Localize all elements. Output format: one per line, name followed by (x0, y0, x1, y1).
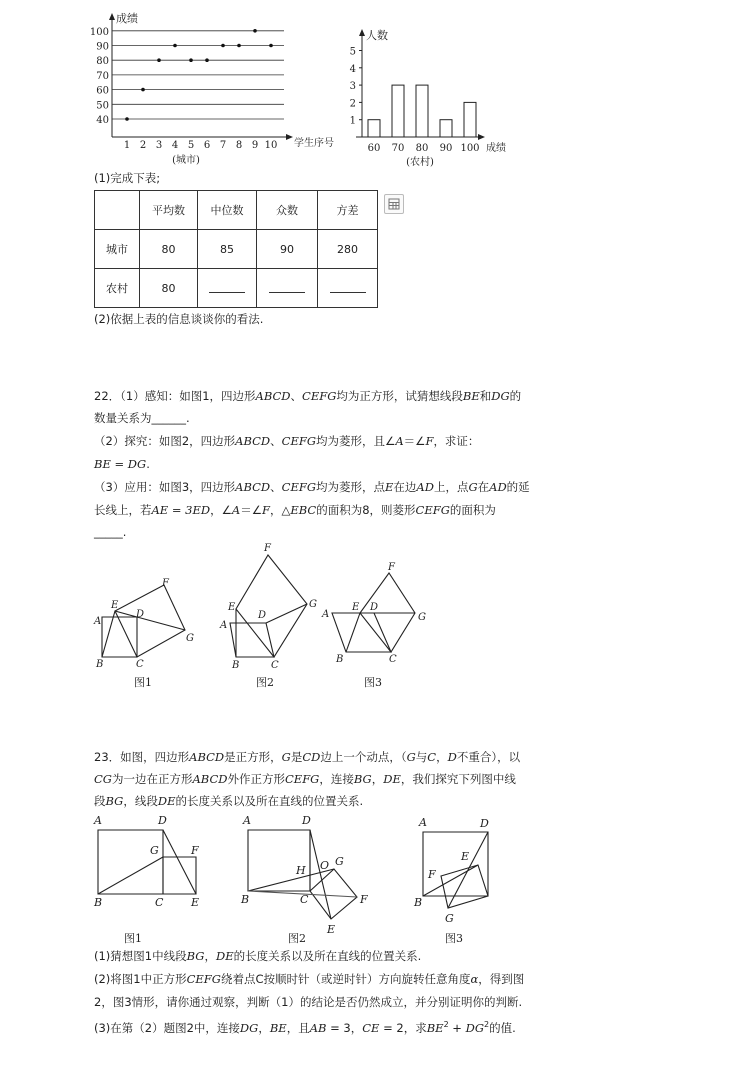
bar (368, 120, 380, 137)
q22-fig2-caption: 图2 (256, 676, 274, 689)
q23-part2-line1: (2)将图1中正方形CEFG绕着点C按顺时针（或逆时针）方向旋转任意角度α，得到图 (94, 972, 525, 986)
village-bar-chart (336, 24, 516, 168)
svg-text:G: G (335, 855, 344, 868)
data-point (141, 88, 145, 92)
svg-text:E: E (352, 602, 360, 613)
answer-blank (198, 269, 257, 308)
q23-figure-2 (240, 814, 368, 945)
svg-text:G: G (445, 912, 454, 925)
y-tick-label: 2 (349, 98, 356, 110)
table-tool-icon[interactable] (384, 194, 404, 214)
table-cell: 城市 (95, 230, 140, 269)
svg-text:E: E (111, 600, 119, 611)
chart-caption: (城市) (172, 155, 200, 166)
svg-text:F: F (360, 893, 368, 906)
q22-fig3-caption: 图3 (364, 676, 382, 689)
x-tick-label: 4 (171, 140, 179, 151)
svg-text:E: E (461, 850, 470, 863)
q23-line1: 23．如图，四边形ABCD是正方形，G是CD边上一个动点，（G与C，D不重合），以 (94, 750, 521, 764)
x-axis-arrow (478, 134, 485, 140)
chart-caption: (农村) (406, 157, 434, 168)
svg-text:C: C (155, 896, 164, 909)
svg-text:A: A (243, 814, 251, 827)
q22-line3: （2）探究：如图2，四边形ABCD、CEFG均为菱形，且∠A＝∠F，求证： (94, 434, 480, 448)
svg-text:E: E (327, 923, 336, 936)
y-axis-arrow (359, 29, 365, 36)
y-tick-label: 1 (349, 115, 356, 127)
svg-text:F: F (428, 868, 436, 881)
svg-text:D: D (302, 814, 311, 827)
table-header-cell: 中位数 (198, 191, 257, 230)
q23-line3: 段BG，线段DE的长度关系以及所在直线的位置关系. (94, 794, 364, 808)
svg-text:H: H (296, 864, 306, 877)
q22-line4: BE = DG. (94, 457, 150, 471)
q23-part2-line2: 2，图3情形，请你通过观察，判断（1）的结论是否仍然成立，并分别证明你的判断. (94, 995, 523, 1009)
x-tick-label: 1 (123, 140, 131, 151)
table-cell: 90 (257, 230, 318, 269)
data-point (237, 44, 241, 48)
y-tick-label: 3 (349, 81, 356, 93)
x-tick-label: 90 (439, 143, 453, 154)
table-cell: 80 (140, 269, 198, 308)
q23-fig1-caption: 图1 (124, 932, 142, 945)
svg-text:D: D (480, 817, 489, 830)
q22-line6: 长线上，若AE = 3ED，∠A＝∠F，△EBC的面积为8，则菱形CEFG的面积为 (94, 503, 496, 517)
svg-text:B: B (241, 893, 250, 906)
x-axis-label: 成绩 (486, 143, 506, 154)
svg-text:F: F (264, 543, 271, 554)
table-cell: 80 (140, 230, 198, 269)
svg-text:B: B (96, 659, 104, 670)
x-tick-label: 3 (155, 140, 163, 151)
svg-text:A: A (94, 814, 102, 827)
svg-text:F: F (191, 844, 199, 857)
bar (440, 120, 452, 137)
table-cell: 280 (318, 230, 378, 269)
data-point (221, 44, 225, 48)
svg-text:B: B (94, 896, 103, 909)
q22-line1: 22．（1）感知：如图1，四边形ABCD、CEFG均为正方形，试猜想线段BE和DG的 (94, 389, 522, 403)
y-axis-label: 成绩 (116, 12, 138, 25)
q22-figures (88, 540, 448, 700)
x-tick-label: 6 (203, 140, 211, 151)
svg-text:G: G (309, 599, 317, 610)
y-tick-label: 100 (89, 26, 109, 38)
x-tick-label: 8 (235, 140, 243, 151)
q23-part1: (1)猜想图1中线段BG，DE的长度关系以及所在直线的位置关系. (94, 949, 422, 963)
bar (416, 85, 428, 137)
table-cell: 农村 (95, 269, 140, 308)
svg-text:A: A (419, 816, 427, 829)
svg-text:D: D (370, 602, 379, 613)
x-tick-label: 2 (139, 140, 147, 151)
q22-line5: （3）应用：如图3，四边形ABCD、CEFG均为菱形，点E在边AD上，点G在AD的延 (94, 480, 530, 494)
svg-text:D: D (136, 609, 145, 620)
x-axis-label: 学生序号 (294, 138, 334, 149)
q22-line2: 数量关系为______. (94, 411, 190, 425)
y-tick-label: 60 (96, 85, 109, 97)
svg-text:D: D (158, 814, 167, 827)
svg-text:F: F (162, 578, 169, 589)
svg-text:G: G (418, 612, 426, 623)
x-tick-label: 9 (251, 140, 259, 151)
data-point (253, 29, 257, 33)
q22-figure-3 (321, 562, 426, 689)
x-axis-arrow (286, 134, 293, 140)
stats-table (94, 190, 378, 308)
q22-fig1-caption: 图1 (134, 676, 152, 689)
svg-text:C: C (271, 660, 279, 671)
svg-text:E: E (228, 602, 236, 613)
table-header-row (95, 191, 378, 230)
table-cell: 85 (198, 230, 257, 269)
q23-fig2-caption: 图2 (288, 932, 306, 945)
y-axis-label: 人数 (366, 29, 388, 42)
svg-text:C: C (389, 654, 397, 665)
q22-line7: _____. (94, 525, 127, 539)
table-header-cell: 方差 (318, 191, 378, 230)
y-tick-label: 70 (96, 70, 109, 82)
svg-text:E: E (191, 896, 200, 909)
y-tick-label: 80 (96, 56, 109, 68)
svg-text:A: A (322, 609, 330, 620)
q23-figure-1 (93, 814, 199, 945)
table-header-cell: 众数 (257, 191, 318, 230)
svg-text:B: B (336, 654, 344, 665)
answer-blank (318, 269, 378, 308)
q21-part2: (2)依据上表的信息谈谈你的看法. (94, 312, 264, 326)
svg-text:D: D (258, 610, 267, 621)
svg-text:C: C (136, 659, 144, 670)
y-tick-label: 90 (96, 41, 109, 53)
table-header-cell (95, 191, 140, 230)
q23-figures (88, 808, 508, 950)
data-point (205, 58, 209, 62)
x-tick-label: 10 (264, 140, 278, 151)
bar (464, 102, 476, 137)
x-tick-label: 7 (219, 140, 227, 151)
data-point (189, 58, 193, 62)
x-tick-label: 80 (415, 143, 429, 154)
data-point (157, 58, 161, 62)
q23-line2: CG为一边在正方形ABCD外作正方形CEFG，连接BG，DE，我们探究下列图中线 (94, 772, 516, 786)
answer-blank (257, 269, 318, 308)
svg-text:A: A (220, 620, 228, 631)
svg-text:G: G (186, 633, 194, 644)
q21-part1: (1)完成下表; (94, 171, 161, 185)
q23-fig3-caption: 图3 (445, 932, 463, 945)
svg-text:O: O (320, 859, 330, 872)
table-row (95, 269, 378, 308)
q23-figure-3 (413, 816, 489, 945)
city-scatter-chart (86, 8, 336, 168)
bar (392, 85, 404, 137)
q22-figure-2 (219, 543, 317, 689)
q22-figure-1 (93, 578, 194, 689)
svg-text:B: B (232, 660, 240, 671)
y-tick-label: 4 (349, 63, 356, 75)
svg-text:G: G (150, 844, 159, 857)
svg-text:B: B (414, 896, 423, 909)
y-tick-label: 50 (96, 100, 109, 112)
table-header-cell: 平均数 (140, 191, 198, 230)
data-point (269, 44, 273, 48)
y-tick-label: 40 (96, 115, 109, 126)
x-tick-label: 60 (367, 143, 381, 154)
svg-text:F: F (388, 562, 395, 573)
y-axis-arrow (109, 13, 115, 20)
data-point (173, 44, 177, 48)
table-row (95, 230, 378, 269)
x-tick-label: 70 (391, 143, 405, 154)
svg-text:C: C (300, 893, 309, 906)
x-tick-label: 5 (187, 140, 195, 151)
svg-text:A: A (94, 616, 102, 627)
x-tick-label: 100 (460, 143, 480, 154)
data-point (125, 117, 129, 121)
q23-part3: (3)在第（2）题图2中，连接DG，BE，且AB = 3，CE = 2，求$BE^2 + DG^2$的值. (94, 1020, 516, 1035)
y-tick-label: 5 (349, 46, 356, 58)
